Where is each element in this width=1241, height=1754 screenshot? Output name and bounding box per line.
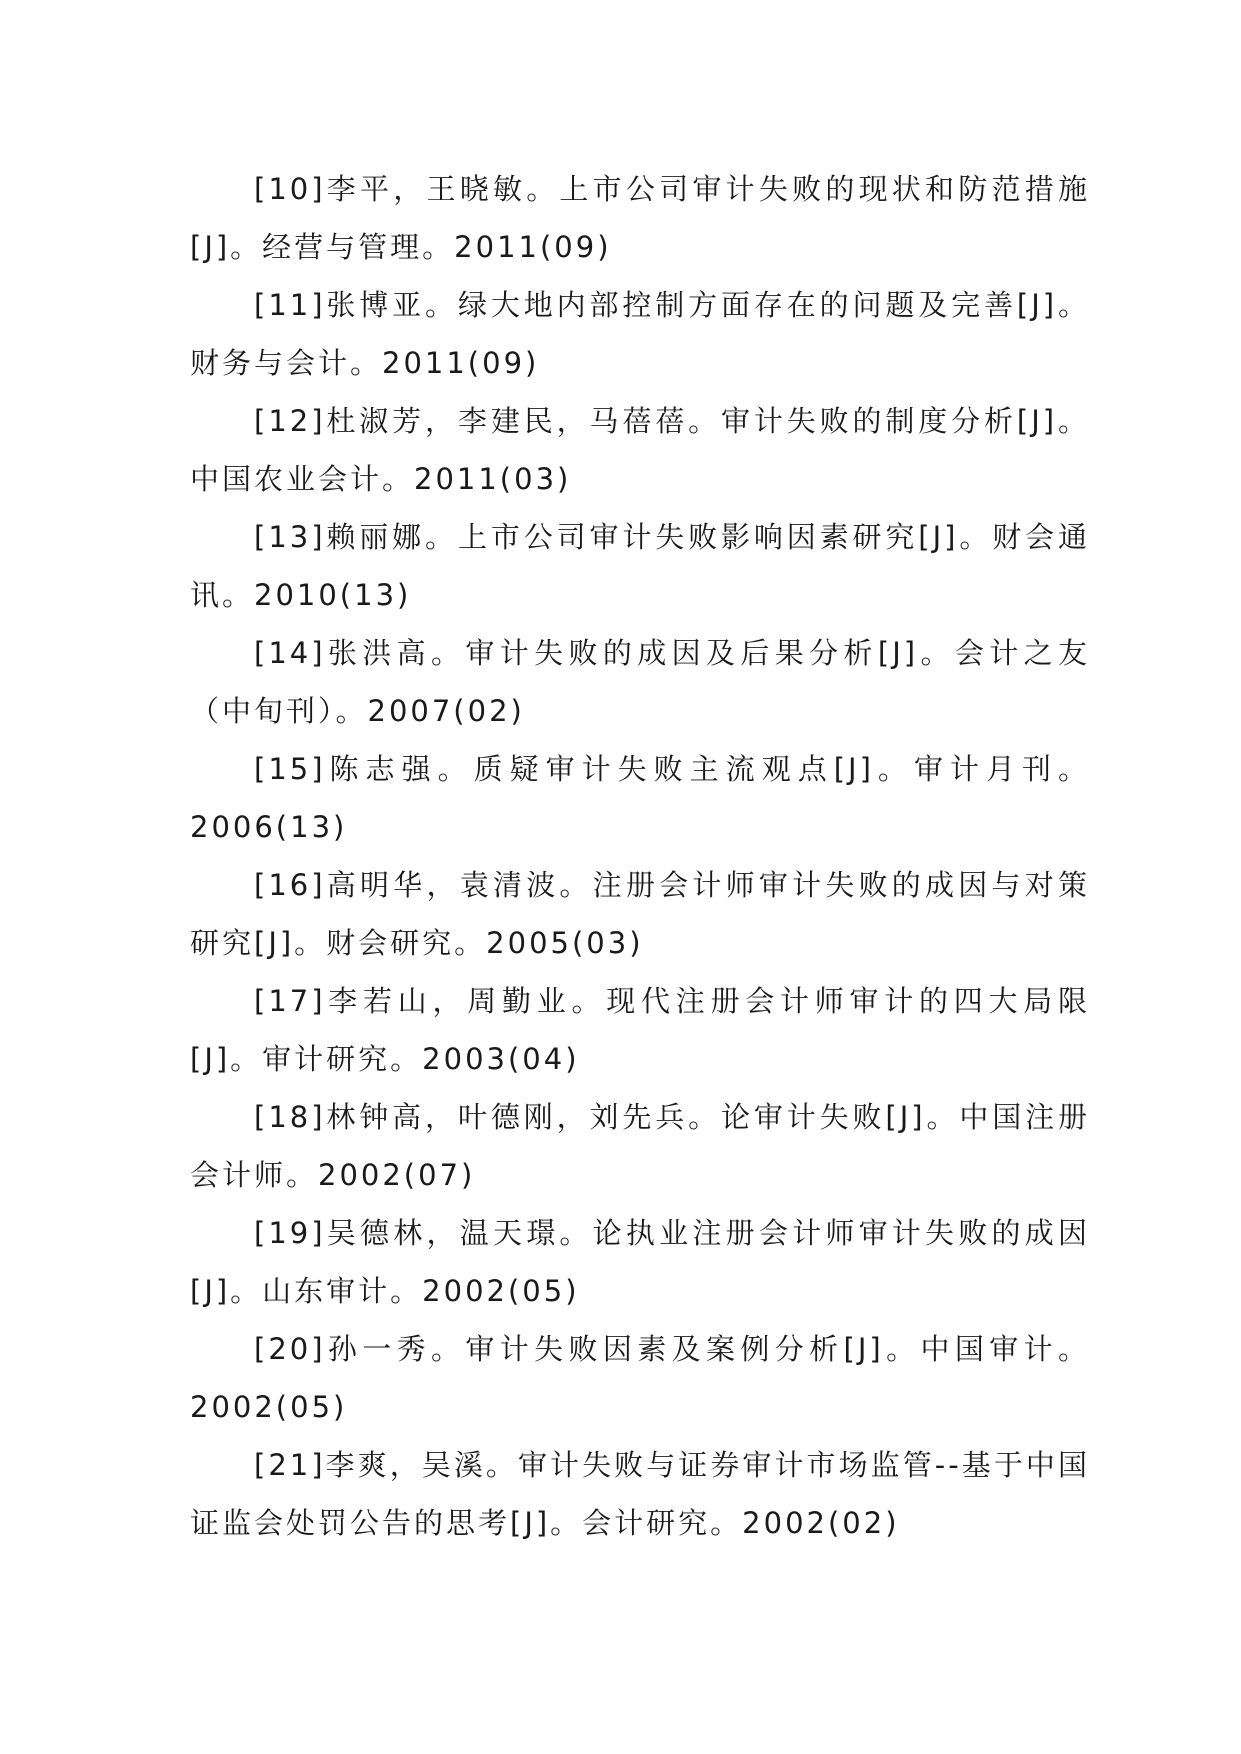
reference-item-17: [17]李若山，周勤业。现代注册会计师审计的四大局限[J]。审计研究。2003(04) bbox=[190, 984, 1090, 1076]
reference-item-15: [15]陈志强。质疑审计失败主流观点[J]。审计月刊。2006(13) bbox=[190, 752, 1090, 844]
reference-item-19: [19]吴德林，温天璟。论执业注册会计师审计失败的成因[J]。山东审计。2002(05) bbox=[190, 1216, 1090, 1308]
reference-item-21: [21]李爽，吴溪。审计失败与证券审计市场监管--基于中国证监会处罚公告的思考[J]。会计研究。2002(02) bbox=[190, 1448, 1090, 1540]
reference-item-14: [14]张洪高。审计失败的成因及后果分析[J]。会计之友（中旬刊）。2007(02) bbox=[190, 636, 1090, 728]
reference-item-18: [18]林钟高，叶德刚，刘先兵。论审计失败[J]。中国注册会计师。2002(07) bbox=[190, 1100, 1090, 1192]
reference-item-20: [20]孙一秀。审计失败因素及案例分析[J]。中国审计。2002(05) bbox=[190, 1332, 1090, 1424]
reference-item-16: [16]高明华，袁清波。注册会计师审计失败的成因与对策研究[J]。财会研究。2005(03) bbox=[190, 868, 1090, 960]
reference-item-11: [11]张博亚。绿大地内部控制方面存在的问题及完善[J]。财务与会计。2011(09) bbox=[190, 288, 1090, 380]
reference-list bbox=[190, 160, 1090, 1552]
reference-item-13: [13]赖丽娜。上市公司审计失败影响因素研究[J]。财会通讯。2010(13) bbox=[190, 520, 1090, 612]
reference-item-12: [12]杜淑芳，李建民，马蓓蓓。审计失败的制度分析[J]。中国农业会计。2011(03) bbox=[190, 404, 1090, 496]
reference-item-10: [10]李平，王晓敏。上市公司审计失败的现状和防范措施[J]。经营与管理。2011(09) bbox=[190, 172, 1090, 264]
